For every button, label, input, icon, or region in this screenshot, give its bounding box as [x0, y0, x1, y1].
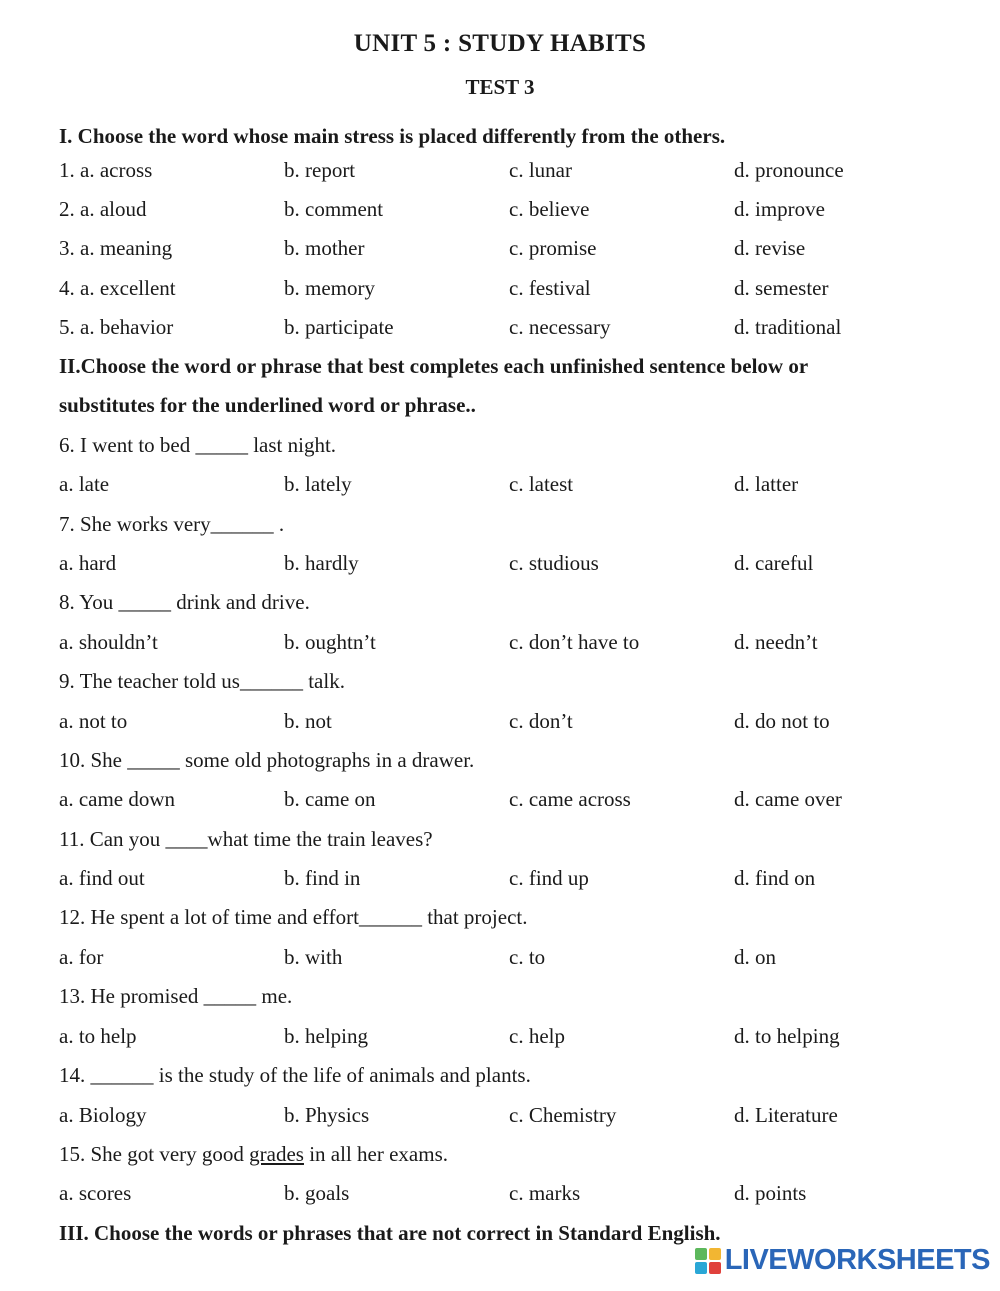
option-b[interactable]: b. mother — [284, 236, 365, 261]
answer-options — [59, 938, 959, 977]
option-d[interactable]: d. improve — [734, 197, 825, 222]
option-c[interactable]: c. festival — [509, 275, 591, 300]
test-number: TEST 3 — [465, 75, 535, 99]
question-text: 13. He promised _____ me. — [59, 984, 293, 1009]
option-c[interactable]: c. help — [509, 1023, 565, 1048]
question-text: 8. You _____ drink and drive. — [59, 590, 310, 615]
logo-text: LIVEWORKSHEETS — [724, 1244, 990, 1276]
option-b[interactable]: b. goals — [284, 1181, 350, 1206]
option-c[interactable]: c. marks — [509, 1181, 581, 1206]
option-c[interactable]: c. studious — [509, 551, 599, 576]
option-c[interactable]: c. believe — [509, 197, 590, 222]
option-d[interactable]: d. careful — [734, 551, 814, 576]
option-b[interactable]: b. lately — [284, 472, 352, 497]
option-d[interactable]: d. Literature — [734, 1102, 838, 1127]
option-b[interactable]: b. comment — [284, 197, 384, 222]
option-c[interactable]: c. don’t — [509, 708, 573, 733]
option-a[interactable]: a. shouldn’t — [59, 629, 158, 654]
stress-item — [59, 190, 959, 229]
option-d[interactable]: d. do not to — [734, 708, 830, 733]
stress-item — [59, 308, 959, 347]
page-title: UNIT 5 : STUDY HABITS — [353, 30, 647, 57]
stress-item — [59, 269, 959, 308]
option-d[interactable]: d. revise — [734, 236, 806, 261]
option-b[interactable]: b. not — [284, 708, 332, 733]
option-a[interactable]: a. Biology — [59, 1102, 147, 1127]
option-b[interactable]: b. find in — [284, 866, 361, 891]
section-3-heading: III. Choose the words or phrases that are not correct in Standard English. — [59, 1220, 721, 1245]
section-2 — [59, 347, 959, 1214]
option-a[interactable]: 3. a. meaning — [59, 236, 173, 261]
answer-options — [59, 1095, 959, 1134]
option-c[interactable]: c. find up — [509, 866, 589, 891]
question-text: 14. ______ is the study of the life of animals and plants. — [59, 1063, 531, 1087]
option-b[interactable]: b. came on — [284, 787, 376, 812]
question-text-after: in all her exams. — [303, 1141, 449, 1166]
option-a[interactable]: 4. a. excellent — [59, 275, 176, 300]
option-a[interactable]: a. hard — [59, 551, 117, 576]
option-a[interactable]: 2. a. aloud — [59, 197, 147, 222]
liveworksheets-logo — [695, 1244, 990, 1277]
logo-blocks-icon — [695, 1248, 721, 1274]
option-b[interactable]: b. participate — [284, 314, 394, 339]
option-d[interactable]: d. points — [734, 1181, 807, 1206]
option-a[interactable]: a. to help — [59, 1023, 137, 1048]
option-b[interactable]: b. memory — [284, 275, 375, 300]
section-2-heading-line2: substitutes for the underlined word or phrase.. — [59, 393, 476, 418]
option-c[interactable]: c. lunar — [509, 158, 572, 183]
option-d[interactable]: d. pronounce — [734, 158, 844, 183]
answer-options — [59, 465, 959, 504]
option-d[interactable]: d. came over — [734, 787, 842, 812]
option-c[interactable]: c. came across — [509, 787, 631, 812]
option-d[interactable]: d. find on — [734, 866, 816, 891]
option-c[interactable]: c. to — [509, 945, 546, 970]
option-c[interactable]: c. promise — [509, 236, 597, 261]
option-c[interactable]: c. Chemistry — [509, 1102, 617, 1127]
answer-options — [59, 701, 959, 740]
option-d[interactable]: d. traditional — [734, 314, 842, 339]
option-a[interactable]: a. for — [59, 945, 104, 970]
question-text: 12. He spent a lot of time and effort______ that project. — [59, 905, 528, 930]
option-b[interactable]: b. report — [284, 158, 356, 183]
option-c[interactable]: c. latest — [509, 472, 574, 497]
option-a[interactable]: a. late — [59, 472, 110, 497]
option-b[interactable]: b. with — [284, 945, 343, 970]
stress-item — [59, 229, 959, 268]
section-2-heading-line1: II.Choose the word or phrase that best completes each unfinished sentence below or — [59, 353, 809, 378]
option-c[interactable]: c. necessary — [509, 314, 611, 339]
option-d[interactable]: d. latter — [734, 472, 799, 497]
option-a[interactable]: a. scores — [59, 1181, 132, 1206]
option-b[interactable]: b. helping — [284, 1023, 368, 1048]
underlined-word: grades — [249, 1141, 304, 1166]
option-b[interactable]: b. hardly — [284, 551, 359, 576]
option-d[interactable]: d. to helping — [734, 1023, 840, 1048]
question-text: 9. The teacher told us______ talk. — [59, 669, 345, 694]
answer-options — [59, 1174, 959, 1213]
answer-options — [59, 859, 959, 898]
option-a[interactable]: a. came down — [59, 787, 176, 812]
question-text: 11. Can you ____what time the train leaves? — [59, 826, 433, 851]
stress-item — [59, 151, 959, 190]
option-d[interactable]: d. needn’t — [734, 629, 818, 654]
answer-options — [59, 544, 959, 583]
section-1-heading: I. Choose the word whose main stress is placed differently from the others. — [59, 124, 726, 148]
worksheet-content — [59, 123, 959, 1253]
option-d[interactable]: d. on — [734, 945, 776, 970]
answer-options — [59, 623, 959, 662]
option-c[interactable]: c. don’t have to — [509, 629, 640, 654]
answer-options — [59, 780, 959, 819]
option-b[interactable]: b. Physics — [284, 1102, 370, 1127]
option-d[interactable]: d. semester — [734, 275, 829, 300]
option-b[interactable]: b. oughtn’t — [284, 629, 376, 654]
section-1 — [59, 123, 959, 347]
question-text: 10. She _____ some old photographs in a drawer. — [59, 747, 475, 772]
question-text: 7. She works very______ . — [59, 511, 285, 536]
option-a[interactable]: a. not to — [59, 708, 128, 733]
option-a[interactable]: a. find out — [59, 866, 145, 891]
question-text: 6. I went to bed _____ last night. — [59, 432, 337, 457]
option-a[interactable]: 5. a. behavior — [59, 314, 174, 339]
question-text-before: 15. She got very good — [59, 1141, 250, 1166]
answer-options — [59, 1017, 959, 1056]
option-a[interactable]: 1. a. across — [59, 158, 153, 183]
question-text — [59, 1135, 959, 1174]
